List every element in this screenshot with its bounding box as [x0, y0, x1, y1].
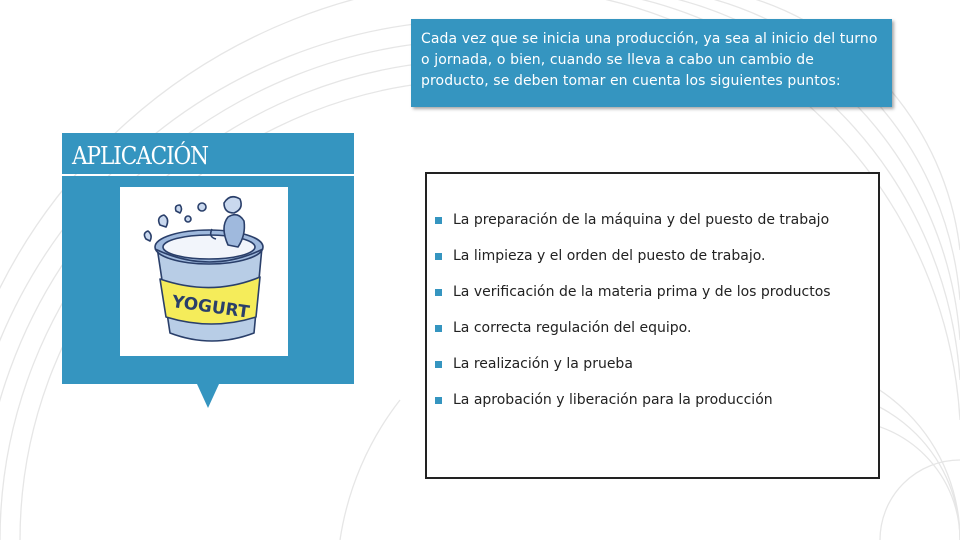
list-item-text: La aprobación y liberación para la producción — [453, 392, 773, 408]
section-title: APLICACIÓN — [72, 142, 209, 170]
list-item-text: La limpieza y el orden del puesto de trabajo. — [453, 248, 766, 264]
list-item-text: La realización y la prueba — [453, 356, 633, 372]
points-list — [435, 210, 831, 426]
list-item-text: La verificación de la materia prima y de los productos — [453, 284, 831, 300]
intro-text: Cada vez que se inicia una producción, ya sea al inicio del turno o jornada, o bien, cuando se lleva a cabo un cambio de producto, se deben tomar en cuenta los siguientes puntos: — [421, 31, 878, 89]
square-bullet-icon — [435, 253, 442, 260]
square-bullet-icon — [435, 289, 442, 296]
square-bullet-icon — [435, 325, 442, 332]
list-item — [435, 202, 831, 238]
list-item — [435, 274, 831, 310]
list-item-text: La preparación de la máquina y del puesto de trabajo — [453, 212, 830, 228]
square-bullet-icon — [435, 217, 442, 224]
yogurt-cup-illustration — [120, 187, 288, 356]
image-frame — [120, 187, 288, 356]
list-item — [435, 346, 831, 382]
list-item — [435, 238, 831, 274]
list-item — [435, 310, 831, 346]
intro-text-box — [411, 19, 892, 107]
panel-pointer — [197, 384, 219, 408]
square-bullet-icon — [435, 361, 442, 368]
list-item — [435, 382, 831, 418]
yogurt-label-text: YOGURT — [170, 292, 251, 323]
points-list-box — [425, 172, 880, 479]
square-bullet-icon — [435, 397, 442, 404]
list-item-text: La correcta regulación del equipo. — [453, 320, 692, 336]
